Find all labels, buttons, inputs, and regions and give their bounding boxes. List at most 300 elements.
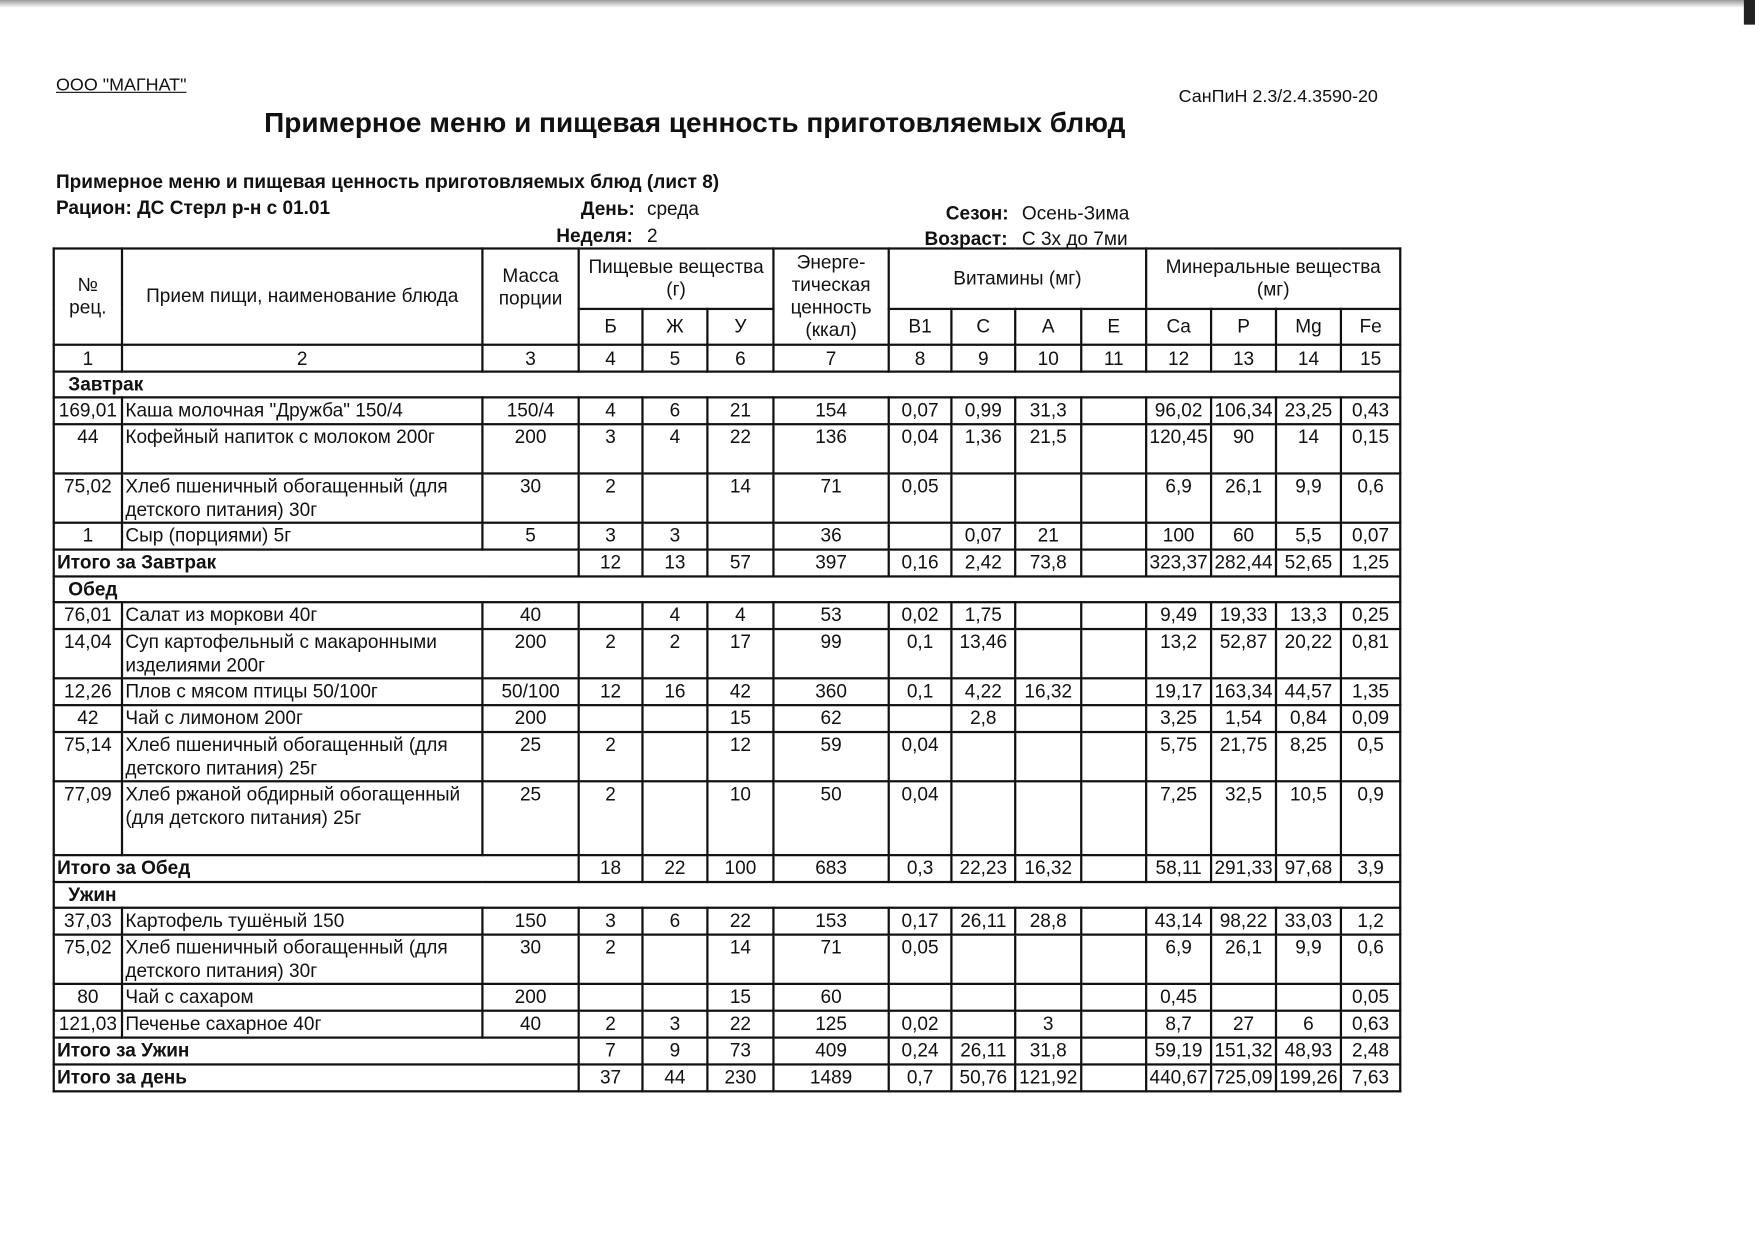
carbs: 100 [707, 855, 773, 882]
vitamin-e [1081, 550, 1146, 577]
dish-name: Каша молочная "Дружба" 150/4 [122, 397, 482, 424]
season-value: Осень-Зима [1021, 202, 1130, 224]
vitamin-c: 1,75 [951, 602, 1015, 629]
portion-mass: 25 [482, 732, 578, 781]
magnesium: 20,22 [1276, 629, 1341, 678]
energy: 136 [773, 424, 888, 473]
vitamin-b1: 0,02 [889, 602, 952, 629]
protein: 4 [579, 397, 643, 424]
vitamin-e [1081, 397, 1146, 424]
protein: 2 [579, 781, 643, 855]
vitamin-b1 [889, 523, 952, 550]
week-label: Неделя: [556, 224, 633, 247]
header-sub-2: У [707, 309, 773, 345]
iron: 1,2 [1341, 908, 1400, 935]
energy: 154 [773, 397, 888, 424]
section-row [54, 576, 1401, 602]
portion-mass: 30 [482, 473, 578, 522]
fat [642, 705, 707, 732]
calcium: 9,49 [1146, 602, 1211, 629]
total-row [54, 855, 1401, 882]
magnesium: 8,25 [1276, 732, 1341, 781]
column-number: 10 [1015, 345, 1081, 372]
carbs [707, 523, 773, 550]
vitamin-b1 [889, 705, 952, 732]
total-row [54, 550, 1401, 577]
vitamin-a: 3 [1015, 1011, 1081, 1038]
column-number: 13 [1211, 345, 1276, 372]
vitamin-c [951, 1011, 1015, 1038]
fat: 3 [642, 523, 707, 550]
magnesium: 97,68 [1276, 855, 1341, 882]
magnesium: 13,3 [1276, 602, 1341, 629]
section-title: Ужин [54, 882, 1401, 908]
calcium: 13,2 [1146, 629, 1211, 678]
vitamin-a [1015, 984, 1081, 1011]
header-sub-9: Mg [1276, 309, 1341, 345]
ration: Рацион: ДС Стерл р-н с 01.01 [55, 196, 331, 219]
magnesium: 0,84 [1276, 705, 1341, 732]
phosphorus: 90 [1211, 424, 1276, 473]
carbs: 12 [707, 732, 773, 781]
phosphorus: 291,33 [1211, 855, 1276, 882]
energy: 125 [773, 1011, 888, 1038]
table-row [54, 1011, 1401, 1038]
vitamin-e [1081, 602, 1146, 629]
magnesium: 52,65 [1276, 550, 1341, 577]
energy: 153 [773, 908, 888, 935]
phosphorus: 98,22 [1211, 908, 1276, 935]
vitamin-a [1015, 473, 1081, 522]
vitamin-e [1081, 424, 1146, 473]
vitamin-c: 0,99 [951, 397, 1015, 424]
vitamin-b1: 0,07 [889, 397, 952, 424]
magnesium: 10,5 [1276, 781, 1341, 855]
header-energy: Энерге-тическая ценность (ккал) [773, 248, 888, 344]
magnesium: 199,26 [1276, 1064, 1341, 1091]
header-name: Прием пищи, наименование блюда [122, 248, 482, 344]
vitamin-e [1081, 629, 1146, 678]
sanpin-reference: СанПиН 2.3/2.4.3590-20 [1178, 87, 1378, 107]
vitamin-e [1081, 1064, 1146, 1091]
header-sub-1: Ж [642, 309, 707, 345]
calcium: 6,9 [1146, 473, 1211, 522]
vitamin-c: 26,11 [951, 908, 1015, 935]
energy: 60 [773, 984, 888, 1011]
protein: 12 [579, 678, 643, 705]
table-row [54, 397, 1401, 424]
phosphorus [1211, 984, 1276, 1011]
protein: 2 [579, 732, 643, 781]
calcium: 7,25 [1146, 781, 1211, 855]
magnesium: 44,57 [1276, 678, 1341, 705]
calcium: 120,45 [1146, 424, 1211, 473]
calcium: 96,02 [1146, 397, 1211, 424]
carbs: 22 [707, 1011, 773, 1038]
recipe-number: 12,26 [54, 678, 122, 705]
vitamin-b1 [889, 984, 952, 1011]
vitamin-e [1081, 908, 1146, 935]
subtitle: Примерное меню и пищевая ценность приготовляемых блюд (лист 8) [55, 171, 720, 193]
vitamin-b1: 0,7 [889, 1064, 952, 1091]
carbs: 4 [707, 602, 773, 629]
iron: 1,25 [1341, 550, 1400, 577]
protein: 3 [579, 908, 643, 935]
phosphorus: 26,1 [1211, 935, 1276, 984]
recipe-number: 44 [54, 424, 122, 473]
energy: 1489 [773, 1064, 888, 1091]
magnesium: 14 [1276, 424, 1341, 473]
vitamin-a [1015, 629, 1081, 678]
phosphorus: 21,75 [1211, 732, 1276, 781]
table-row [54, 602, 1401, 629]
phosphorus: 106,34 [1211, 397, 1276, 424]
header-sub-0: Б [579, 309, 643, 345]
column-number: 6 [707, 345, 773, 372]
vitamin-c: 4,22 [951, 678, 1015, 705]
phosphorus: 725,09 [1211, 1064, 1276, 1091]
phosphorus: 151,32 [1211, 1038, 1276, 1065]
vitamin-b1: 0,1 [889, 678, 952, 705]
vitamin-b1: 0,05 [889, 935, 952, 984]
iron: 3,9 [1341, 855, 1400, 882]
protein: 18 [579, 855, 643, 882]
vitamin-c: 1,36 [951, 424, 1015, 473]
scan-edge [0, 0, 1755, 8]
total-label: Итого за Ужин [54, 1038, 579, 1065]
calcium: 59,19 [1146, 1038, 1211, 1065]
energy: 53 [773, 602, 888, 629]
magnesium: 48,93 [1276, 1038, 1341, 1065]
protein: 3 [579, 424, 643, 473]
recipe-number: 121,03 [54, 1011, 122, 1038]
protein [579, 602, 643, 629]
vitamin-a: 31,8 [1015, 1038, 1081, 1065]
energy: 99 [773, 629, 888, 678]
protein: 7 [579, 1038, 643, 1065]
table-row [54, 935, 1401, 984]
header-nutrients: Пищевые вещества (г) [579, 248, 774, 308]
vitamin-b1: 0,04 [889, 424, 952, 473]
recipe-number: 76,01 [54, 602, 122, 629]
vitamin-c: 2,42 [951, 550, 1015, 577]
vitamin-c: 22,23 [951, 855, 1015, 882]
column-number: 5 [642, 345, 707, 372]
vitamin-c: 26,11 [951, 1038, 1015, 1065]
header-num: № рец. [54, 248, 122, 344]
fat: 6 [642, 397, 707, 424]
dish-name: Печенье сахарное 40г [122, 1011, 482, 1038]
protein: 2 [579, 1011, 643, 1038]
menu-table [53, 247, 1402, 1092]
vitamin-e [1081, 523, 1146, 550]
iron: 0,6 [1341, 935, 1400, 984]
dish-name: Салат из моркови 40г [122, 602, 482, 629]
phosphorus: 282,44 [1211, 550, 1276, 577]
vitamin-a [1015, 781, 1081, 855]
vitamin-e [1081, 705, 1146, 732]
vitamin-b1: 0,3 [889, 855, 952, 882]
fat: 16 [642, 678, 707, 705]
column-number: 3 [482, 345, 578, 372]
protein: 2 [579, 629, 643, 678]
fat: 4 [642, 424, 707, 473]
header-sub-7: Ca [1146, 309, 1211, 345]
magnesium [1276, 984, 1341, 1011]
column-number: 8 [889, 345, 952, 372]
portion-mass: 150 [482, 908, 578, 935]
fat: 2 [642, 629, 707, 678]
header-sub-4: C [951, 309, 1015, 345]
portion-mass: 40 [482, 1011, 578, 1038]
vitamin-a: 121,92 [1015, 1064, 1081, 1091]
iron: 0,15 [1341, 424, 1400, 473]
carbs: 42 [707, 678, 773, 705]
carbs: 21 [707, 397, 773, 424]
fat: 4 [642, 602, 707, 629]
iron: 1,35 [1341, 678, 1400, 705]
vitamin-a: 73,8 [1015, 550, 1081, 577]
fat: 9 [642, 1038, 707, 1065]
magnesium: 9,9 [1276, 473, 1341, 522]
vitamin-e [1081, 473, 1146, 522]
calcium: 43,14 [1146, 908, 1211, 935]
total-label: Итого за день [54, 1064, 579, 1091]
header-sub-6: E [1081, 309, 1146, 345]
table-row [54, 984, 1401, 1011]
calcium: 8,7 [1146, 1011, 1211, 1038]
vitamin-b1: 0,04 [889, 781, 952, 855]
vitamin-e [1081, 781, 1146, 855]
fat: 22 [642, 855, 707, 882]
iron: 0,25 [1341, 602, 1400, 629]
calcium: 440,67 [1146, 1064, 1211, 1091]
portion-mass: 200 [482, 424, 578, 473]
table-row [54, 678, 1401, 705]
carbs: 14 [707, 935, 773, 984]
section-title: Завтрак [54, 372, 1401, 398]
portion-mass: 25 [482, 781, 578, 855]
protein: 3 [579, 523, 643, 550]
recipe-number: 77,09 [54, 781, 122, 855]
iron: 0,43 [1341, 397, 1400, 424]
vitamin-c: 13,46 [951, 629, 1015, 678]
vitamin-c: 0,07 [951, 523, 1015, 550]
vitamin-a [1015, 602, 1081, 629]
fat [642, 935, 707, 984]
iron: 7,63 [1341, 1064, 1400, 1091]
carbs: 17 [707, 629, 773, 678]
carbs: 230 [707, 1064, 773, 1091]
calcium: 5,75 [1146, 732, 1211, 781]
vitamin-b1: 0,04 [889, 732, 952, 781]
section-title: Обед [54, 576, 1401, 602]
column-number: 12 [1146, 345, 1211, 372]
table-row [54, 705, 1401, 732]
phosphorus: 27 [1211, 1011, 1276, 1038]
vitamin-e [1081, 732, 1146, 781]
calcium: 19,17 [1146, 678, 1211, 705]
energy: 360 [773, 678, 888, 705]
table-row [54, 732, 1401, 781]
dish-name: Чай с сахаром [122, 984, 482, 1011]
vitamin-a: 31,3 [1015, 397, 1081, 424]
vitamin-e [1081, 1011, 1146, 1038]
carbs: 15 [707, 705, 773, 732]
page-title: Примерное меню и пищевая ценность приготовляемых блюд [264, 107, 1126, 139]
column-number: 7 [773, 345, 888, 372]
dish-name: Чай с лимоном 200г [122, 705, 482, 732]
calcium: 323,37 [1146, 550, 1211, 577]
section-row [54, 372, 1401, 398]
table-row [54, 473, 1401, 522]
fat [642, 984, 707, 1011]
recipe-number: 80 [54, 984, 122, 1011]
calcium: 0,45 [1146, 984, 1211, 1011]
fat: 44 [642, 1064, 707, 1091]
scan-edge [1744, 0, 1755, 25]
column-number: 15 [1341, 345, 1400, 372]
dish-name: Сыр (порциями) 5г [122, 523, 482, 550]
vitamin-a: 21 [1015, 523, 1081, 550]
vitamin-e [1081, 678, 1146, 705]
energy: 71 [773, 473, 888, 522]
vitamin-b1: 0,02 [889, 1011, 952, 1038]
carbs: 10 [707, 781, 773, 855]
recipe-number: 75,02 [54, 473, 122, 522]
organization-name: ООО "МАГНАТ" [55, 76, 187, 96]
vitamin-c [951, 984, 1015, 1011]
vitamin-a [1015, 732, 1081, 781]
table-row [54, 424, 1401, 473]
vitamin-b1: 0,24 [889, 1038, 952, 1065]
portion-mass: 200 [482, 629, 578, 678]
fat: 13 [642, 550, 707, 577]
fat [642, 781, 707, 855]
iron: 0,9 [1341, 781, 1400, 855]
table-row [54, 523, 1401, 550]
energy: 409 [773, 1038, 888, 1065]
recipe-number: 75,14 [54, 732, 122, 781]
iron: 0,63 [1341, 1011, 1400, 1038]
energy: 683 [773, 855, 888, 882]
age-value: С 3х до 7ми [1021, 228, 1128, 250]
season-label: Сезон: [945, 202, 1009, 224]
vitamin-b1: 0,05 [889, 473, 952, 522]
dish-name: Хлеб ржаной обдирный обогащенный (для детского питания) 25г [122, 781, 482, 855]
vitamin-c: 50,76 [951, 1064, 1015, 1091]
fat: 3 [642, 1011, 707, 1038]
column-number: 9 [951, 345, 1015, 372]
portion-mass: 200 [482, 984, 578, 1011]
carbs: 15 [707, 984, 773, 1011]
day-value: среда [646, 198, 699, 220]
carbs: 22 [707, 908, 773, 935]
vitamin-c [951, 781, 1015, 855]
recipe-number: 14,04 [54, 629, 122, 678]
column-number: 1 [54, 345, 122, 372]
table-row [54, 781, 1401, 855]
header-sub-8: P [1211, 309, 1276, 345]
phosphorus: 60 [1211, 523, 1276, 550]
dish-name: Плов с мясом птицы 50/100г [122, 678, 482, 705]
portion-mass: 200 [482, 705, 578, 732]
iron: 0,5 [1341, 732, 1400, 781]
carbs: 73 [707, 1038, 773, 1065]
header-sub-5: A [1015, 309, 1081, 345]
carbs: 14 [707, 473, 773, 522]
recipe-number: 75,02 [54, 935, 122, 984]
recipe-number: 42 [54, 705, 122, 732]
magnesium: 6 [1276, 1011, 1341, 1038]
fat [642, 473, 707, 522]
protein: 2 [579, 473, 643, 522]
header-vitamins: Витамины (мг) [889, 248, 1146, 308]
phosphorus: 163,34 [1211, 678, 1276, 705]
iron: 0,07 [1341, 523, 1400, 550]
phosphorus: 32,5 [1211, 781, 1276, 855]
total-label: Итого за Обед [54, 855, 579, 882]
vitamin-a [1015, 935, 1081, 984]
portion-mass: 50/100 [482, 678, 578, 705]
vitamin-a: 28,8 [1015, 908, 1081, 935]
column-number: 14 [1276, 345, 1341, 372]
iron: 0,09 [1341, 705, 1400, 732]
column-number: 11 [1081, 345, 1146, 372]
energy: 50 [773, 781, 888, 855]
vitamin-b1: 0,1 [889, 629, 952, 678]
table-row [54, 908, 1401, 935]
calcium: 100 [1146, 523, 1211, 550]
iron: 0,81 [1341, 629, 1400, 678]
column-number: 4 [579, 345, 643, 372]
energy: 397 [773, 550, 888, 577]
recipe-number: 169,01 [54, 397, 122, 424]
dish-name: Хлеб пшеничный обогащенный (для детского питания) 30г [122, 935, 482, 984]
header-sub-3: B1 [889, 309, 952, 345]
energy: 59 [773, 732, 888, 781]
vitamin-c [951, 732, 1015, 781]
vitamin-e [1081, 984, 1146, 1011]
vitamin-c [951, 473, 1015, 522]
portion-mass: 5 [482, 523, 578, 550]
vitamin-c [951, 935, 1015, 984]
energy: 62 [773, 705, 888, 732]
dish-name: Картофель тушёный 150 [122, 908, 482, 935]
age-label: Возраст: [924, 228, 1008, 250]
iron: 0,6 [1341, 473, 1400, 522]
recipe-number: 37,03 [54, 908, 122, 935]
table-row [54, 629, 1401, 678]
calcium: 3,25 [1146, 705, 1211, 732]
column-number: 2 [122, 345, 482, 372]
iron: 2,48 [1341, 1038, 1400, 1065]
vitamin-e [1081, 855, 1146, 882]
phosphorus: 26,1 [1211, 473, 1276, 522]
vitamin-a [1015, 705, 1081, 732]
header-sub-10: Fe [1341, 309, 1400, 345]
total-label: Итого за Завтрак [54, 550, 579, 577]
magnesium: 23,25 [1276, 397, 1341, 424]
section-row [54, 882, 1401, 908]
portion-mass: 30 [482, 935, 578, 984]
vitamin-b1: 0,17 [889, 908, 952, 935]
phosphorus: 19,33 [1211, 602, 1276, 629]
protein: 37 [579, 1064, 643, 1091]
total-row [54, 1064, 1401, 1091]
magnesium: 5,5 [1276, 523, 1341, 550]
calcium: 58,11 [1146, 855, 1211, 882]
